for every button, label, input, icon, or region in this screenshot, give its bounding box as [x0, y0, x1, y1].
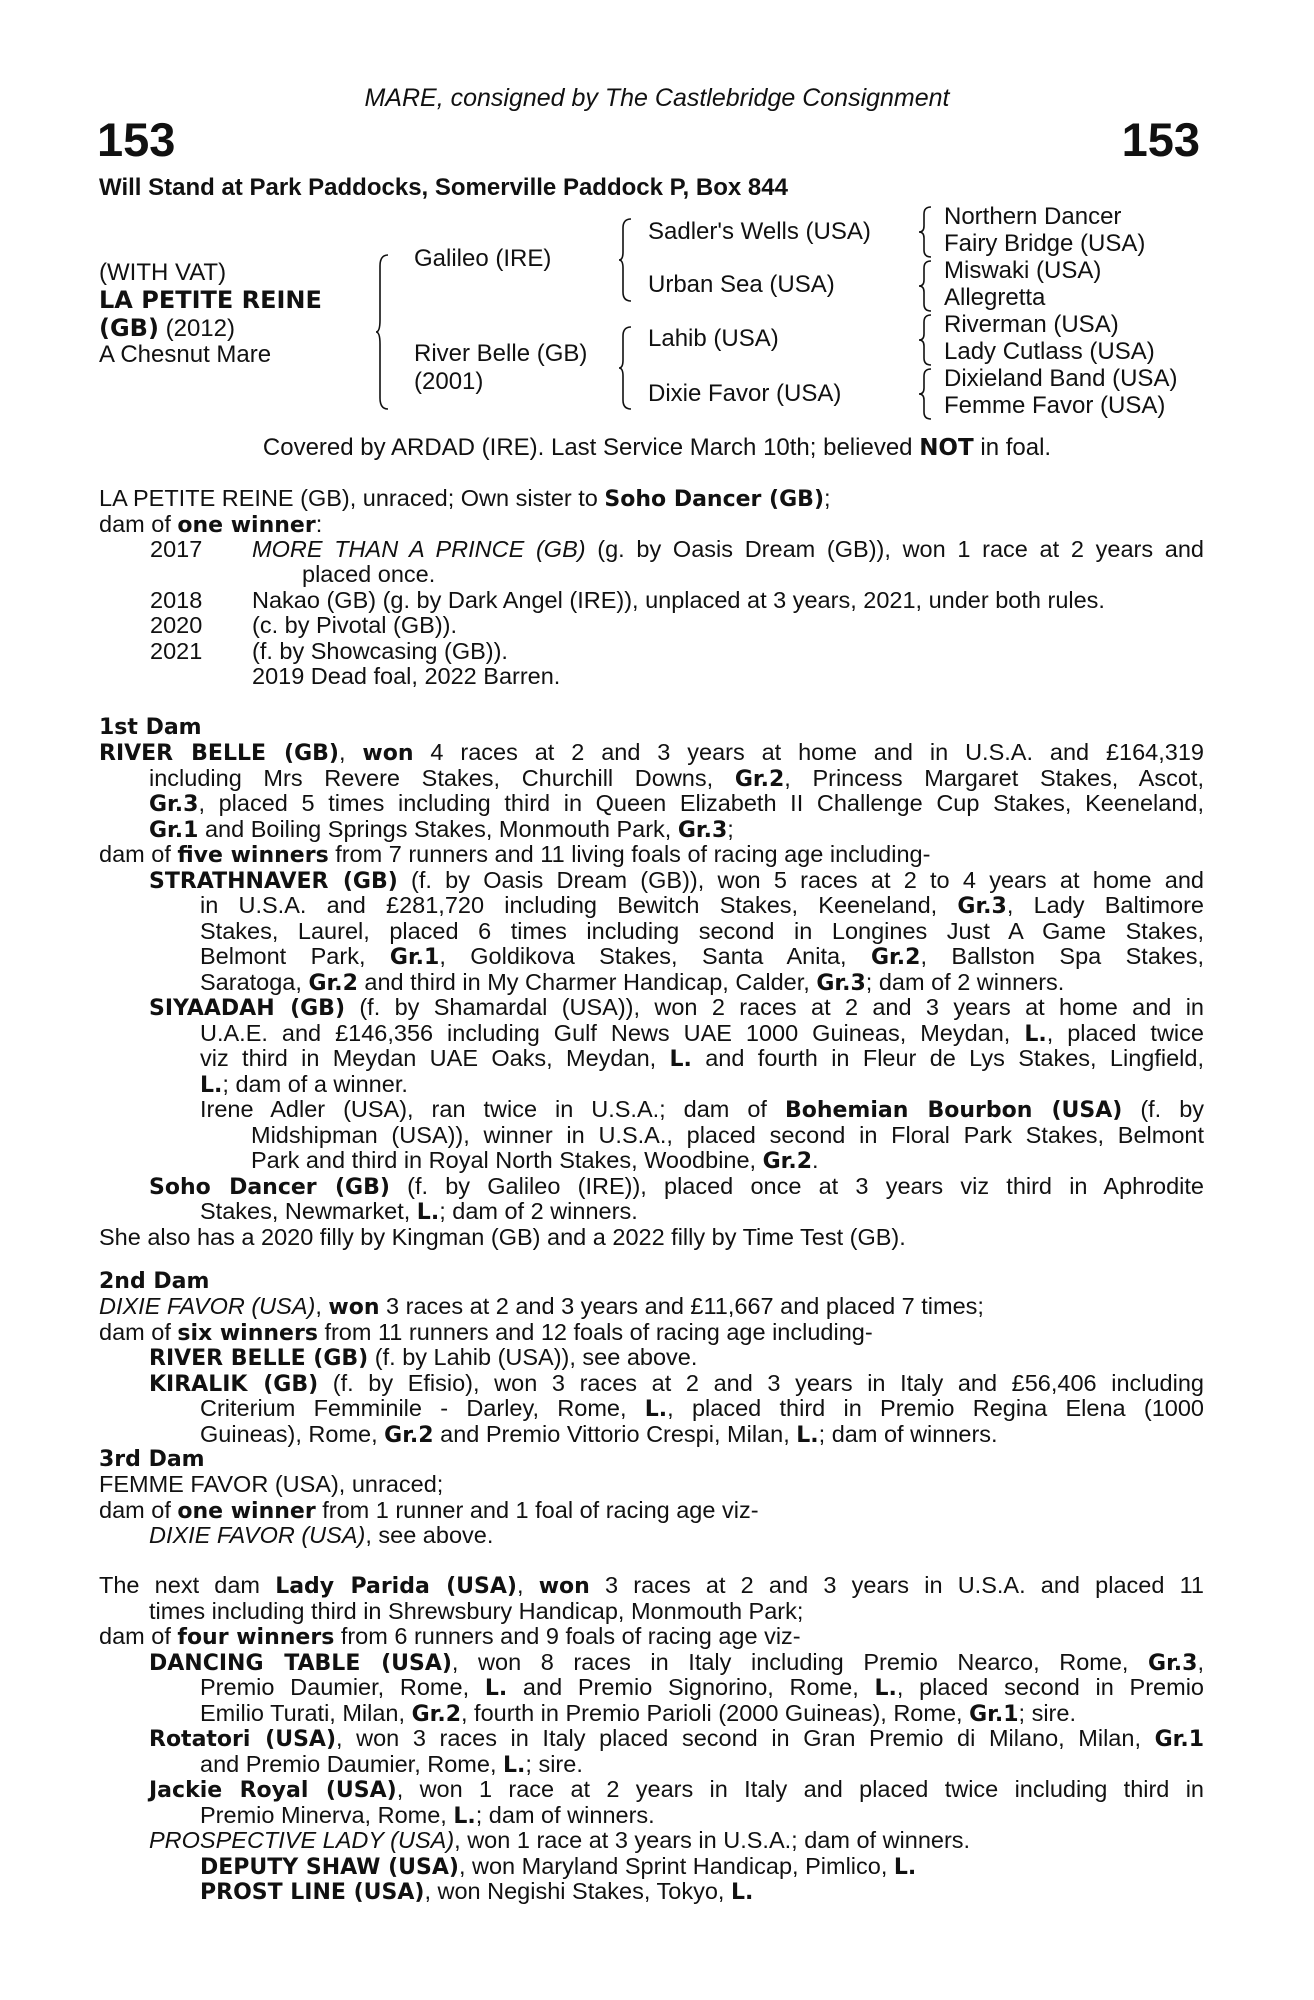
text-fragment: , see above.: [365, 1522, 494, 1548]
third-dam-section: [99, 1472, 1204, 1549]
pedigree-sdd: Allegretta: [944, 284, 1046, 311]
text-fragment: Premio Daumier, Rome,: [200, 1674, 485, 1700]
text-fragment: RIVER BELLE (GB): [99, 741, 339, 766]
progeny-line: [99, 1422, 1204, 1448]
pedigree-dsd: Lady Cutlass (USA): [944, 338, 1155, 365]
text-fragment: and Premio Vittorio Crespi, Milan,: [433, 1420, 797, 1447]
text-fragment: from 11 runners and 12 foals of racing age including-: [317, 1318, 873, 1345]
text-fragment: in U.S.A. and £281,720 including Bewitch Stakes, Keeneland,: [200, 892, 958, 918]
text-fragment: Gr.2: [308, 970, 358, 996]
progeny-line: [99, 1021, 1204, 1047]
consignor-line: MARE, consigned by The Castlebridge Consignment: [364, 84, 950, 112]
progeny-strathnaver: [99, 868, 1204, 894]
third-dam-line: [99, 1472, 1204, 1498]
vat-label: (WITH VAT): [99, 259, 227, 286]
pedigree-brace-dam: [618, 326, 632, 410]
text-fragment: ; dam of a winner.: [222, 1070, 408, 1097]
text-fragment: ,: [1197, 1648, 1204, 1675]
text-fragment: L.: [484, 1676, 508, 1701]
text-fragment: Gr.3: [957, 894, 1007, 919]
progeny-kiralik: [99, 1371, 1204, 1397]
text-fragment: DEPUTY SHAW (USA): [200, 1854, 459, 1880]
text-fragment: PROSPECTIVE LADY (USA): [149, 1827, 455, 1853]
text-fragment: :: [315, 510, 323, 537]
text-fragment: from 7 runners and 11 living foals of racing age including-: [328, 841, 931, 867]
progeny-line: [99, 1072, 1204, 1098]
text-fragment: dam of: [99, 841, 178, 867]
text-fragment: Gr.2: [411, 1701, 461, 1727]
pedigree-dds: Dixieland Band (USA): [944, 365, 1178, 392]
text-fragment: Criterium Femminile - Darley, Rome,: [200, 1395, 645, 1421]
text-fragment: FEMME FAVOR (USA), unraced;: [99, 1471, 444, 1497]
text-fragment: dam of: [99, 1318, 178, 1345]
second-dam-line: [99, 1294, 1204, 1320]
progeny-dixie-favor: [99, 1523, 1204, 1549]
text-fragment: six winners: [177, 1320, 318, 1346]
text-fragment: won: [538, 1574, 590, 1599]
progeny-line: [99, 919, 1204, 945]
next-dam-line: [99, 1599, 1204, 1625]
covered-line: [0, 434, 1314, 462]
horse-year: (2012): [158, 315, 235, 342]
text-fragment: from 6 runners and 9 foals of racing age viz-: [334, 1623, 801, 1649]
text-fragment: ; dam of 2 winners.: [865, 968, 1065, 995]
text-fragment: , placed 5 times including third in Queen Elizabeth II Challenge Cup Stakes, Keeneland,: [198, 790, 1204, 816]
text-fragment: , placed twice: [1046, 1019, 1204, 1046]
produce-line-1: [99, 486, 1204, 512]
produce-intro: [99, 486, 1204, 537]
text-fragment: Park and third in Royal North Stakes, Woodbine,: [251, 1147, 763, 1173]
text-fragment: 3 races at 2 and 3 years and £11,667 and placed 7 times;: [379, 1293, 984, 1319]
progeny-line: [99, 893, 1204, 919]
text-fragment: , placed second in Premio: [896, 1674, 1204, 1700]
text-fragment: , fourth in Premio Parioli (2000 Guineas), Rome,: [461, 1699, 970, 1726]
text-fragment: Irene Adler (USA), ran twice in U.S.A.; dam of: [200, 1096, 785, 1122]
pedigree-brace-ss: [918, 206, 932, 258]
text-fragment: Emilio Turati, Milan,: [200, 1699, 412, 1726]
produce-year: 2021: [150, 638, 203, 664]
text-fragment: , won 8 races in Italy including Premio Nearco, Rome,: [451, 1648, 1149, 1675]
produce-entry: (f. by Showcasing (GB)).: [252, 638, 508, 664]
text-fragment: Gr.3: [149, 792, 199, 817]
text-fragment: Midshipman (USA)), winner in U.S.A., placed second in Floral Park Stakes, Belmont: [251, 1121, 1204, 1148]
stand-location: Will Stand at Park Paddocks, Somerville Paddock P, Box 844: [99, 174, 788, 201]
pedigree-dam-sire: Lahib (USA): [648, 325, 779, 352]
text-fragment: Gr.2: [762, 1149, 813, 1174]
text-fragment: Bohemian Bourbon (USA): [784, 1098, 1123, 1123]
horse-description: A Chesnut Mare: [99, 341, 272, 368]
covered-tail: in foal.: [973, 434, 1052, 461]
text-fragment: won: [328, 1295, 380, 1320]
text-fragment: Gr.2: [734, 766, 785, 792]
first-dam-heading: 1st Dam: [99, 715, 202, 740]
pedigree-sire-dam: Urban Sea (USA): [648, 271, 835, 298]
covered-not: NOT: [919, 435, 974, 461]
text-fragment: Lady Parida (USA): [275, 1574, 517, 1599]
progeny-line: [99, 944, 1204, 970]
sister-name: Soho Dancer (GB): [604, 487, 824, 512]
text-fragment: ; dam of 2 winners.: [439, 1198, 638, 1224]
pedigree-dam-dam: Dixie Favor (USA): [648, 380, 842, 407]
text-fragment: DIXIE FAVOR (USA): [99, 1293, 316, 1319]
text-fragment: ,: [516, 1572, 539, 1598]
pedigree-dss: Riverman (USA): [944, 311, 1119, 338]
text-fragment: Guineas), Rome,: [200, 1420, 385, 1447]
progeny-soho-dancer: [99, 1174, 1204, 1200]
horse-country: (GB): [99, 314, 159, 342]
text-fragment: dam of: [99, 510, 178, 537]
produce-year: 2020: [150, 612, 203, 638]
next-dam-section: [99, 1573, 1204, 1905]
text-fragment: L.: [453, 1803, 476, 1829]
text-fragment: ; dam of winners.: [818, 1420, 998, 1447]
first-dam-section: [99, 740, 1204, 1250]
text-fragment: ,: [338, 739, 363, 765]
text-fragment: ,: [315, 1293, 329, 1319]
text-fragment: and Premio Daumier, Rome,: [200, 1750, 504, 1777]
text-fragment: Gr.2: [384, 1422, 434, 1448]
progeny-line: [99, 1199, 1204, 1225]
text-fragment: four winners: [177, 1625, 335, 1650]
text-fragment: L.: [200, 1072, 223, 1098]
pedigree-sds: Miswaki (USA): [944, 257, 1102, 284]
text-fragment: ; sire.: [525, 1750, 583, 1777]
text-fragment: L.: [874, 1676, 897, 1701]
text-fragment: ;: [824, 485, 831, 511]
text-fragment: dam of: [99, 1623, 178, 1649]
first-dam-line: [99, 791, 1204, 817]
pedigree-ssd: Fairy Bridge (USA): [944, 230, 1146, 257]
first-dam-line: [99, 740, 1204, 766]
text-fragment: DANCING TABLE (USA): [149, 1650, 452, 1676]
pedigree-sire: Galileo (IRE): [414, 245, 552, 272]
progeny-deputy-shaw: [99, 1854, 1204, 1880]
pedigree-brace-main: [375, 254, 389, 410]
text-fragment: won: [362, 741, 414, 766]
text-fragment: L.: [644, 1397, 668, 1422]
text-fragment: one winner: [177, 1498, 316, 1524]
first-dam-tail: [99, 1225, 1204, 1251]
first-dam-line: [99, 842, 1204, 868]
second-dam-heading: 2nd Dam: [99, 1269, 210, 1294]
pedigree-ddd: Femme Favor (USA): [944, 392, 1166, 419]
text-fragment: , won Maryland Sprint Handicap, Pimlico,: [458, 1852, 894, 1879]
progeny-siyaadah: [99, 995, 1204, 1021]
produce-year: 2018: [150, 587, 203, 613]
progeny-line: [99, 1046, 1204, 1072]
text-fragment: Belmont Park,: [200, 943, 390, 969]
text-fragment: SIYAADAH (GB): [149, 996, 346, 1021]
text-fragment: L.: [796, 1422, 819, 1448]
text-fragment: (f. by Oasis Dream (GB)), won 5 races at 2 to 4 years at home and: [397, 866, 1204, 893]
progeny-prost-line: [99, 1879, 1204, 1905]
text-fragment: (f. by Efisio), won 3 races at 2 and 3 years in Italy and £56,406 including: [318, 1369, 1204, 1396]
text-fragment: , won 3 races in Italy placed second in Gran Premio di Milano, Milan,: [336, 1725, 1155, 1751]
text-fragment: Saratoga,: [200, 968, 309, 995]
progeny-jackie-royal: [99, 1777, 1204, 1803]
text-fragment: L.: [1024, 1021, 1047, 1047]
first-dam-line: [99, 817, 1204, 843]
text-fragment: five winners: [177, 843, 329, 868]
pedigree-sire-sire: Sadler's Wells (USA): [648, 218, 871, 245]
progeny-prospective-lady: [99, 1828, 1204, 1854]
text-fragment: and third in My Charmer Handicap, Calder,: [357, 968, 817, 995]
lot-number-right: 153: [1121, 113, 1200, 166]
progeny-line: [99, 1396, 1204, 1422]
text-fragment: ; sire.: [1018, 1699, 1076, 1726]
text-fragment: Gr.1: [1154, 1727, 1204, 1752]
text-fragment: , won 1 race at 3 years in U.S.A.; dam of winners.: [454, 1827, 971, 1853]
second-dam-section: [99, 1294, 1204, 1447]
progeny-line: [99, 1701, 1204, 1727]
text-fragment: , Princess Margaret Stakes, Ascot,: [784, 764, 1204, 791]
text-fragment: , Ballston Spa Stakes,: [920, 943, 1204, 969]
text-fragment: The next dam: [99, 1572, 276, 1598]
text-fragment: RIVER BELLE (GB): [149, 1346, 369, 1371]
next-dam-line: [99, 1573, 1204, 1599]
text-fragment: Gr.1: [969, 1701, 1019, 1727]
produce-tail: 2019 Dead foal, 2022 Barren.: [252, 663, 561, 689]
progeny-line: [99, 970, 1204, 996]
text-fragment: Stakes, Newmarket,: [200, 1198, 417, 1224]
text-fragment: , Goldikova Stakes, Santa Anita,: [439, 943, 871, 969]
pedigree-brace-dd: [918, 368, 932, 420]
progeny-line: [99, 1123, 1204, 1149]
text-fragment: She also has a 2020 filly by Kingman (GB) and a 2022 filly by Time Test (GB).: [99, 1223, 906, 1250]
text-fragment: , placed third in Premio Regina Elena (1000: [667, 1395, 1204, 1421]
text-fragment: Premio Minerva, Rome,: [200, 1801, 454, 1828]
pedigree-brace-sd: [918, 260, 932, 312]
text-fragment: Jackie Royal (USA): [149, 1778, 397, 1803]
pedigree-dam-year: (2001): [414, 368, 484, 395]
produce-entry: [252, 537, 1204, 563]
text-fragment: U.A.E. and £146,356 including Gulf News UAE 1000 Guineas, Meydan,: [200, 1019, 1025, 1046]
text-fragment: 4 races at 2 and 3 years at home and in U.S.A. and £164,319: [413, 739, 1204, 765]
next-dam-line: [99, 1624, 1204, 1650]
text-fragment: LA PETITE REINE (GB), unraced; Own sister to: [99, 485, 605, 511]
text-fragment: .: [812, 1147, 819, 1173]
produce-entry-cont: placed once.: [302, 561, 436, 587]
text-fragment: and Premio Signorino, Rome,: [507, 1674, 875, 1700]
pedigree-brace-ds: [918, 314, 932, 366]
text-fragment: (f. by: [1122, 1096, 1205, 1122]
first-dam-line: [99, 766, 1204, 792]
text-fragment: Rotatori (USA): [149, 1727, 337, 1752]
produce-year: 2017: [150, 536, 203, 562]
text-fragment: (g. by Oasis Dream (GB)), won 1 race at 2 years and: [585, 536, 1204, 562]
text-fragment: MORE THAN A PRINCE (GB): [252, 536, 586, 562]
produce-line-2: [99, 512, 1204, 538]
text-fragment: and fourth in Fleur de Lys Stakes, Lingfield,: [691, 1045, 1204, 1071]
text-fragment: L.: [503, 1752, 526, 1778]
text-fragment: L.: [730, 1880, 754, 1905]
text-fragment: DIXIE FAVOR (USA): [149, 1522, 366, 1548]
horse-name: LA PETITE REINE: [99, 286, 322, 314]
produce-entry: (c. by Pivotal (GB)).: [252, 612, 458, 638]
text-fragment: viz third in Meydan UAE Oaks, Meydan,: [200, 1045, 670, 1071]
text-fragment: including Mrs Revere Stakes, Churchill Downs,: [149, 764, 735, 791]
text-fragment: , Lady Baltimore: [1006, 892, 1204, 918]
text-fragment: KIRALIK (GB): [149, 1371, 319, 1397]
progeny-river-belle: [99, 1345, 1204, 1371]
text-fragment: 3 races at 2 and 3 years in U.S.A. and placed 11: [589, 1572, 1205, 1598]
text-fragment: L.: [893, 1854, 917, 1880]
text-fragment: dam of: [99, 1496, 178, 1523]
text-fragment: Gr.3: [816, 970, 866, 996]
winner-count: one winner: [177, 512, 316, 538]
progeny-line: [99, 1803, 1204, 1829]
covered-text: Covered by ARDAD (IRE). Last Service March 10th; believed: [262, 434, 920, 461]
text-fragment: (f. by Shamardal (USA)), won 2 races at 2 and 3 years at home and in: [345, 994, 1205, 1020]
text-fragment: from 1 runner and 1 foal of racing age viz-: [315, 1496, 759, 1523]
lot-number-left: 153: [97, 113, 176, 166]
text-fragment: times including third in Shrewsbury Handicap, Monmouth Park;: [149, 1597, 804, 1624]
third-dam-heading: 3rd Dam: [99, 1447, 205, 1472]
progeny-line: [99, 1675, 1204, 1701]
text-fragment: and Boiling Springs Stakes, Monmouth Park,: [198, 815, 678, 842]
progeny-line: [99, 1752, 1204, 1778]
progeny-line: [99, 1148, 1204, 1174]
text-fragment: ;: [727, 815, 734, 842]
progeny-dancing-table: [99, 1650, 1204, 1676]
pedigree-brace-sire: [618, 218, 632, 302]
text-fragment: , won 1 race at 2 years in Italy and placed twice including third in: [396, 1776, 1204, 1802]
text-fragment: Stakes, Laurel, placed 6 times including second in Longines Just A Game Stakes,: [200, 917, 1204, 944]
text-fragment: Soho Dancer (GB): [149, 1174, 390, 1200]
text-fragment: , won Negishi Stakes, Tokyo,: [424, 1878, 731, 1904]
progeny-rotatori: [99, 1726, 1204, 1752]
text-fragment: Gr.1: [149, 817, 199, 843]
text-fragment: (f. by Lahib (USA)), see above.: [368, 1344, 698, 1370]
progeny-irene-adler: [99, 1097, 1204, 1123]
text-fragment: Gr.1: [389, 945, 440, 970]
horse-origin-year: [99, 314, 235, 343]
text-fragment: Gr.3: [677, 817, 728, 843]
second-dam-line: [99, 1320, 1204, 1346]
text-fragment: ; dam of winners.: [475, 1801, 655, 1828]
text-fragment: (f. by Galileo (IRE)), placed once at 3 years viz third in Aphrodite: [389, 1172, 1205, 1199]
text-fragment: PROST LINE (USA): [200, 1880, 425, 1905]
third-dam-line: [99, 1498, 1204, 1524]
text-fragment: Gr.2: [871, 945, 921, 970]
produce-entry: Nakao (GB) (g. by Dark Angel (IRE)), unplaced at 3 years, 2021, under both rules.: [252, 587, 1105, 613]
text-fragment: Gr.3: [1148, 1650, 1198, 1676]
pedigree-dam: River Belle (GB): [414, 340, 588, 367]
text-fragment: STRATHNAVER (GB): [149, 868, 398, 894]
text-fragment: L.: [416, 1200, 440, 1225]
text-fragment: L.: [669, 1047, 692, 1072]
pedigree-sss: Northern Dancer: [944, 203, 1122, 230]
